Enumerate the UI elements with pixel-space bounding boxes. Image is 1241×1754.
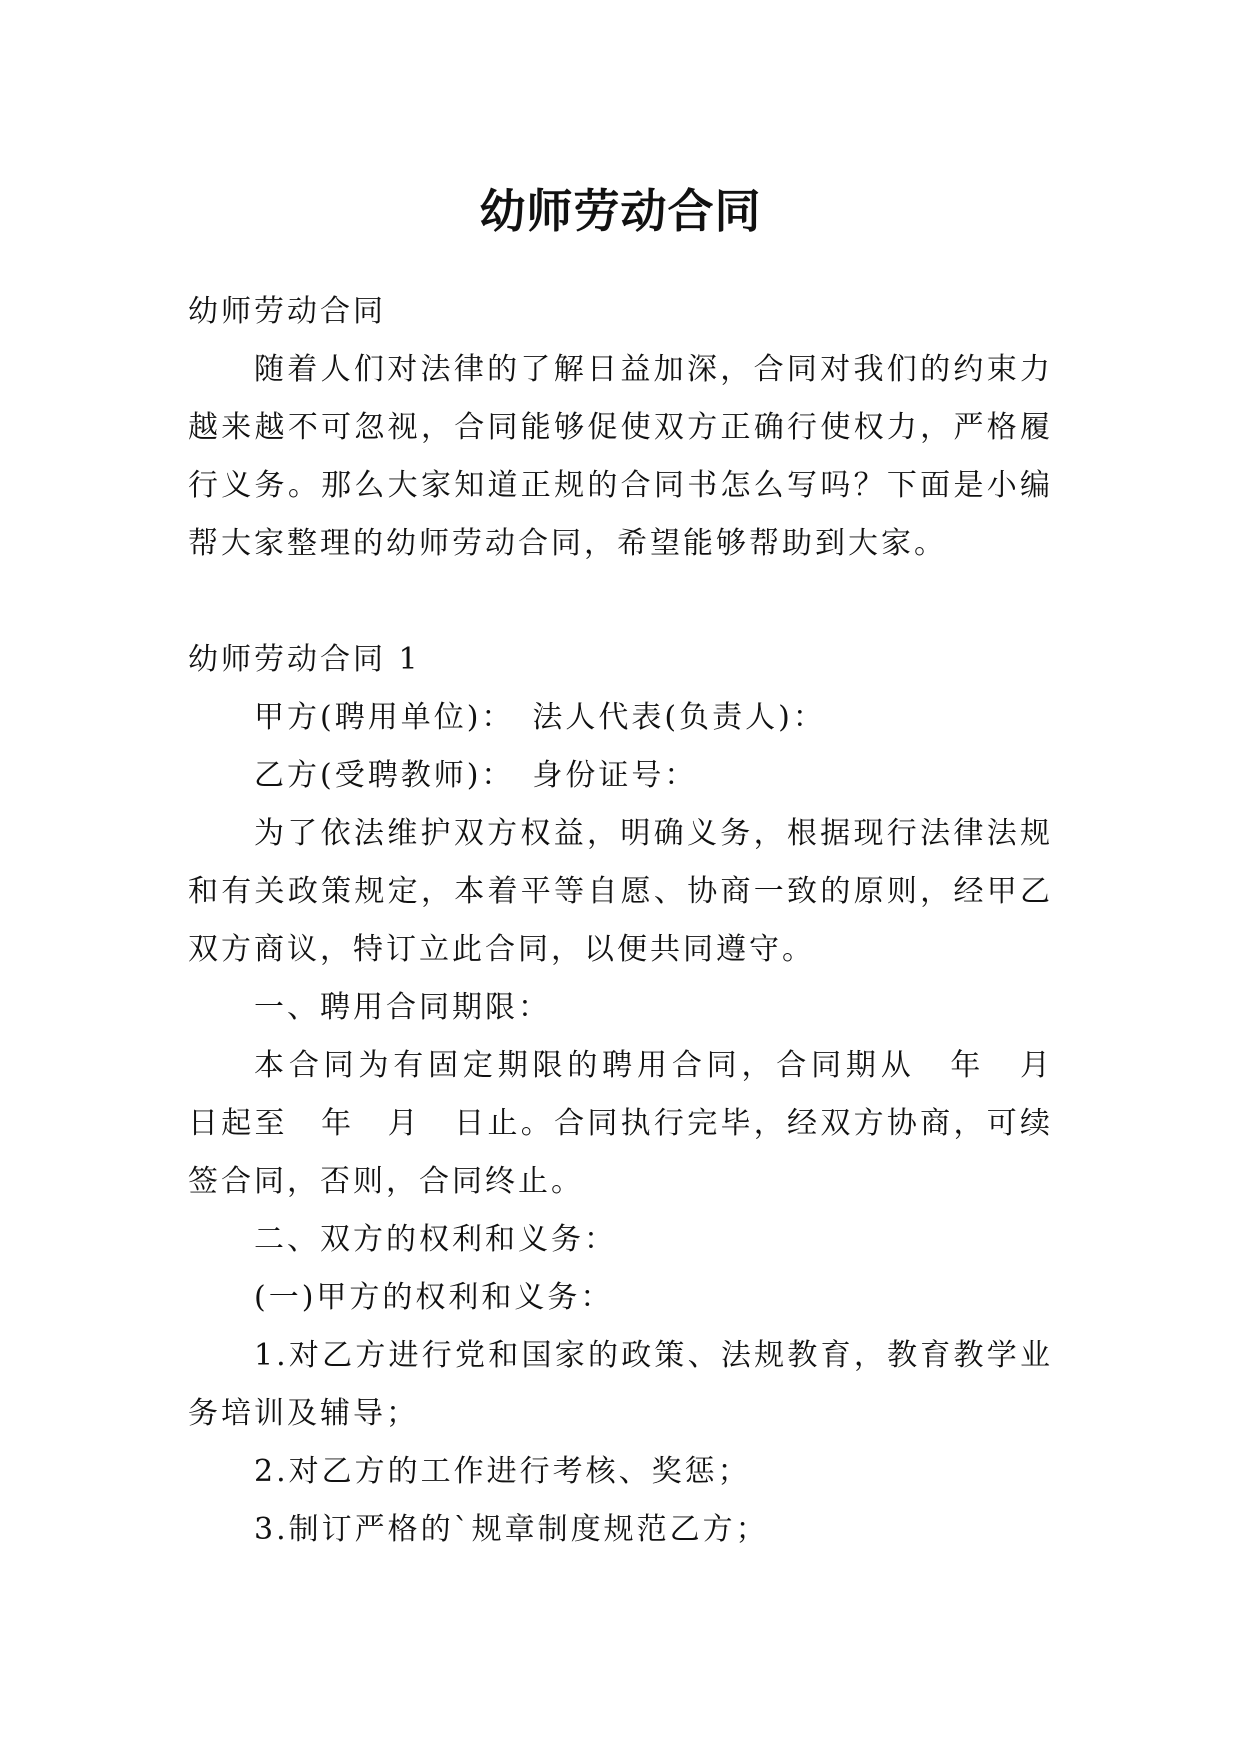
- paragraph-3: 甲方(聘用单位)： 法人代表(负责人)：: [254, 700, 826, 735]
- paragraph-1: 随着人们对法律的了解日益加深，合同对我们的约束力越来越不可忽视，合同能够促使双方正确行使权力，严格履行义务。那么大家知道正规的合同书怎么写吗？下面是小编帮大家整理的幼师劳动合同，希望能够帮助到大家。: [188, 352, 1053, 561]
- paragraph-4: 乙方(受聘教师)： 身份证号：: [254, 758, 698, 793]
- document-body: [188, 283, 1086, 1559]
- paragraph-0: 幼师劳动合同: [188, 294, 386, 329]
- paragraph-9: (一)甲方的权利和义务：: [254, 1280, 614, 1315]
- paragraph-10: 1.对乙方进行党和国家的政策、法规教育，教育教学业务培训及辅导；: [188, 1338, 1053, 1431]
- paragraph-5: 为了依法维护双方权益，明确义务，根据现行法律法规和有关政策规定，本着平等自愿、协商一致的原则，经甲乙双方商议，特订立此合同，以便共同遵守。: [188, 816, 1053, 967]
- section-heading: 幼师劳动合同 1: [188, 642, 421, 677]
- paragraph-7: 本合同为有固定期限的聘用合同，合同期从 年 月 日起至 年 月 日止。合同执行完毕，经双方协商，可续签合同，否则，合同终止。: [188, 1048, 1086, 1199]
- paragraph-11: 2.对乙方的工作进行考核、奖惩；: [254, 1454, 751, 1489]
- document-title: 幼师劳动合同: [479, 183, 762, 238]
- paragraph-8: 二、双方的权利和义务：: [254, 1222, 617, 1257]
- paragraph-12: 3.制订严格的`规章制度规范乙方；: [254, 1512, 769, 1547]
- paragraph-6: 一、聘用合同期限：: [254, 990, 551, 1025]
